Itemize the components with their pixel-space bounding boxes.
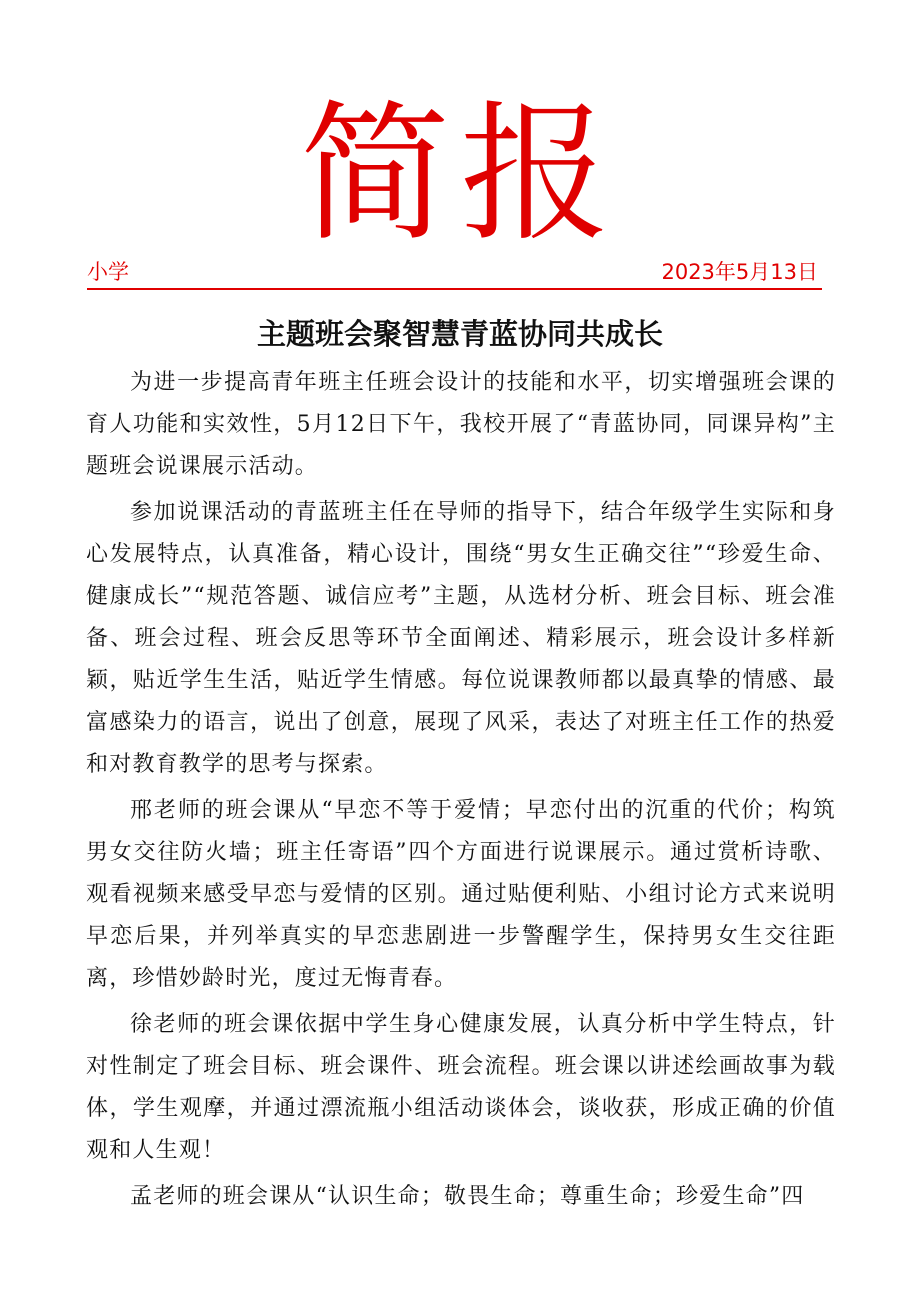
issue-date: 2023年5月13日	[661, 260, 818, 284]
article-title: 主题班会聚智慧青蓝协同共成长	[256, 317, 663, 351]
organization-label: 小学	[87, 260, 129, 284]
masthead-meta-line	[87, 256, 822, 290]
paragraph: 参加说课活动的青蓝班主任在导师的指导下，结合年级学生实际和身心发展特点，认真准备，精心设计，围绕“男女生正确交往”“珍爱生命、健康成长”“规范答题、诚信应考”主题，从选材分析、班会目标、班会准备、班会过程、班会反思等环节全面阐述、精彩展示，班会设计多样新颖，贴近学生生活，贴近学生情感。每位说课教师都以最真挚的情感、最富感染力的语言，说出了创意，展现了风采，表达了对班主任工作的热爱和对教育教学的思考与探索。	[86, 500, 836, 777]
paragraph: 孟老师的班会课从“认识生命；敬畏生命；尊重生命；珍爱生命”四	[130, 1184, 805, 1209]
paragraph: 邢老师的班会课从“早恋不等于爱情；早恋付出的沉重的代价；构筑男女交往防火墙；班主任寄语”四个方面进行说课展示。通过赏析诗歌、观看视频来感受早恋与爱情的区别。通过贴便利贴、小组讨论方式来说明早恋后果，并列举真实的早恋悲剧进一步警醒学生，保持男女生交往距离，珍惜妙龄时光，度过无悔青春。	[86, 798, 836, 991]
masthead-title: 简报	[299, 88, 620, 262]
paragraph: 徐老师的班会课依据中学生身心健康发展，认真分析中学生特点，针对性制定了班会目标、班会课件、班会流程。班会课以讲述绘画故事为载体，学生观摩，并通过漂流瓶小组活动谈体会，谈收获，形成正确的价值观和人生观！	[86, 1012, 836, 1163]
article-body	[86, 362, 836, 1222]
paragraph: 为进一步提高青年班主任班会设计的技能和水平，切实增强班会课的育人功能和实效性，5月12日下午，我校开展了“青蓝协同，同课异构”主题班会说课展示活动。	[86, 370, 836, 479]
